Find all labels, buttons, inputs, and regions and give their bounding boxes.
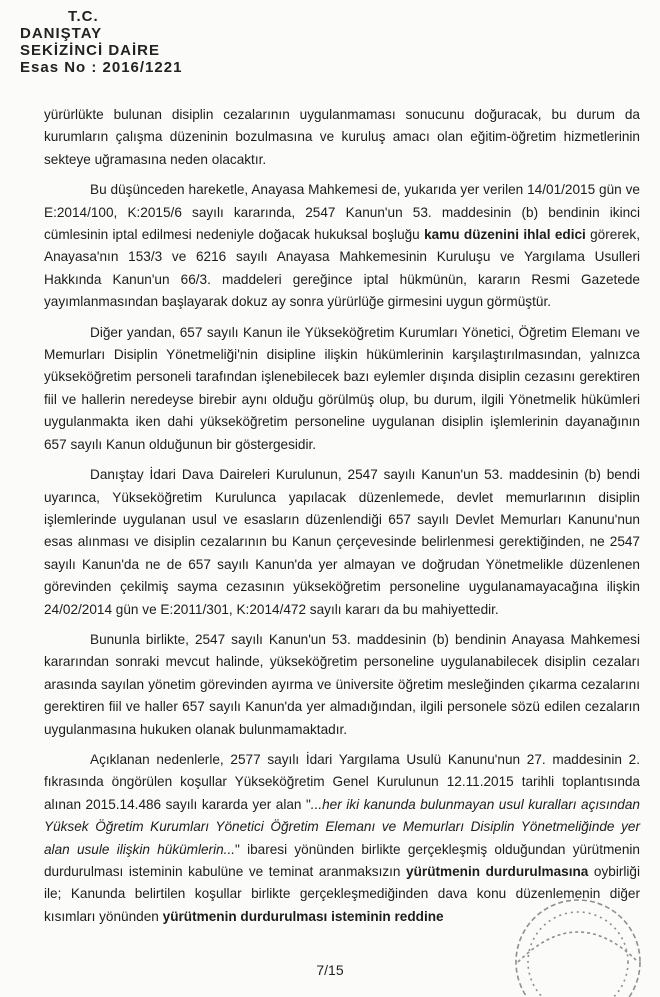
text-segment: " ibaresi yönünden birlikte gerçekleşmiş olduğundan yürütmenin durdurulması isteminin kabulüne ve teminat aranmaksızın	[44, 841, 640, 879]
page-number: 7/15	[316, 962, 344, 978]
bold-text-segment: kamu düzenini ihlal edici	[424, 227, 586, 243]
bold-text-segment: yürütmenin durdurulmasına	[406, 864, 589, 879]
bold-text-segment: yürütmenin durdurulması isteminin reddine	[162, 908, 444, 924]
text-segment: Bu düşünceden hareketle, Anayasa Mahkemesi de, yukarıda yer verilen 14/01/2015 gün ve E:2014/100, K:2015/6 sayılı kararında, 2547 Kanun'un 53. maddesinin (b) bendinin ikinci cümlesinin iptal edilmesi nedeniyle doğacak hukuksal boşluğu	[44, 182, 640, 243]
text-segment: yürürlükte bulunan disiplin cezalarının uygulanmaması sonucunu doğuracak, bu durum da kurumların çalışma düzeninin bozulmasına ve kuruluş amacı olan eğitim-öğretim hizmetlerinin sekteye uğramasına neden olacaktır.	[44, 107, 640, 167]
header-tc: T.C.	[68, 8, 99, 25]
header-chamber: SEKİZİNCİ DAİRE	[20, 42, 161, 59]
text-segment: Açıklanan nedenlerle, 2577 sayılı İdari Yargılama Usulü Kanunu'nun 27. maddesinin 2. fıkrasında öngörülen koşullar Yükseköğretim Genel Kurulunun 12.11.2015 tarihli toplantısında alınan 2015.14.486 sayılı kararda yer alan "	[44, 751, 640, 812]
official-stamp	[498, 892, 648, 997]
paragraph-1	[44, 104, 640, 171]
text-segment: Danıştay İdari Dava Daireleri Kurulunun, 2547 sayılı Kanun'un 53. maddesinin (b) bendi uyarınca, Yükseköğretim Kurulunca yapılacak düzenlemede, devlet memurlarının disiplin işlemlerinde uygulanan usul ve esasların düzenlendiği 657 sayılı Devlet Memurları Kanunu'nun esas alınması ve disiplin cezalarının bu Kanun çerçevesinde belirlenmesi gerektiğinden, ne 2547 sayılı Kanun'da ne de 657 sayılı Kanun'da yer almayan ve doğrudan Yönetmelikle düzenlenen görevinden çekilmiş sayma cezasının yükseköğretim personeline uygulanamayacağına ilişkin 24/02/2014 gün ve E:2011/301, K:2014/472 sayılı kararı da bu mahiyettedir.	[44, 467, 640, 617]
paragraph-3	[44, 322, 640, 456]
paragraph-4	[44, 464, 640, 621]
paragraph-2	[44, 179, 640, 313]
text-segment: Diğer yandan, 657 sayılı Kanun ile Yükseköğretim Kurumları Yönetici, Öğretim Elemanı ve Memurları Disiplin Yönetmeliği'nin disipline ilişkin hükümlerinin karşılaştırılmasından, yalnızca yükseköğretim personeli tarafından işlenebilecek bazı eylemler dışında disiplin cezasını gerektiren fiil ve hallerin neredeyse birebir aynı olduğu görülmüş olup, bu durum, ilgili Yönetmelik hükümleri uygulanmakta iken dahi yükseköğretim personeline uygulanan disiplin işlemlerinin dayanağının 657 sayılı Kanun olduğunun bir göstergesidir.	[44, 324, 640, 452]
header-court: DANIŞTAY	[20, 25, 103, 42]
paragraph-5	[44, 629, 640, 741]
document-header	[20, 8, 182, 76]
text-segment: görerek, Anayasa'nın 153/3 ve 6216 sayılı Anayasa Mahkemesinin Kuruluşu ve Yargılama Usulleri Hakkında Kanun'un 66/3. maddeleri gereğince iptal hükmünün, kararın Resmi Gazetede yayımlanmasından başlayarak dokuz ay sonra yürürlüğe girmesini uygun görmüştür.	[44, 227, 640, 310]
header-case-number: Esas No : 2016/1221	[20, 59, 183, 76]
text-segment: Bununla birlikte, 2547 sayılı Kanun'un 53. maddesinin (b) bendinin Anayasa Mahkemesi kararından sonraki mevcut halinde, yükseköğretim personeline uygulanabilecek disiplin cezaları arasında sayılan yönetim görevinden ayırma ve üniversite öğretim mesleğinden çıkarma cezalarını gerektiren fiil ve haller 657 sayılı Kanun'da yer almadığından, ilgili personele sözü edilen cezaların uygulanmasına hukuken olanak bulunmamaktadır.	[44, 631, 640, 737]
text-segment: oybirliği ile; Kanunda belirtilen koşullar birlikte gerçekleşmediğinden dava konu düzenlemenin diğer kısımları yönünden	[44, 864, 641, 924]
document-body	[44, 104, 640, 936]
italic-quote-segment: ...her iki kanunda bulunmayan usul kuralları açısından Yüksek Öğretim Kurumları Yönetici Öğretim Elemanı ve Memurları Disiplin Yönetmeliğinde yer alan usule ilişkin hükümlerin...	[44, 796, 640, 857]
